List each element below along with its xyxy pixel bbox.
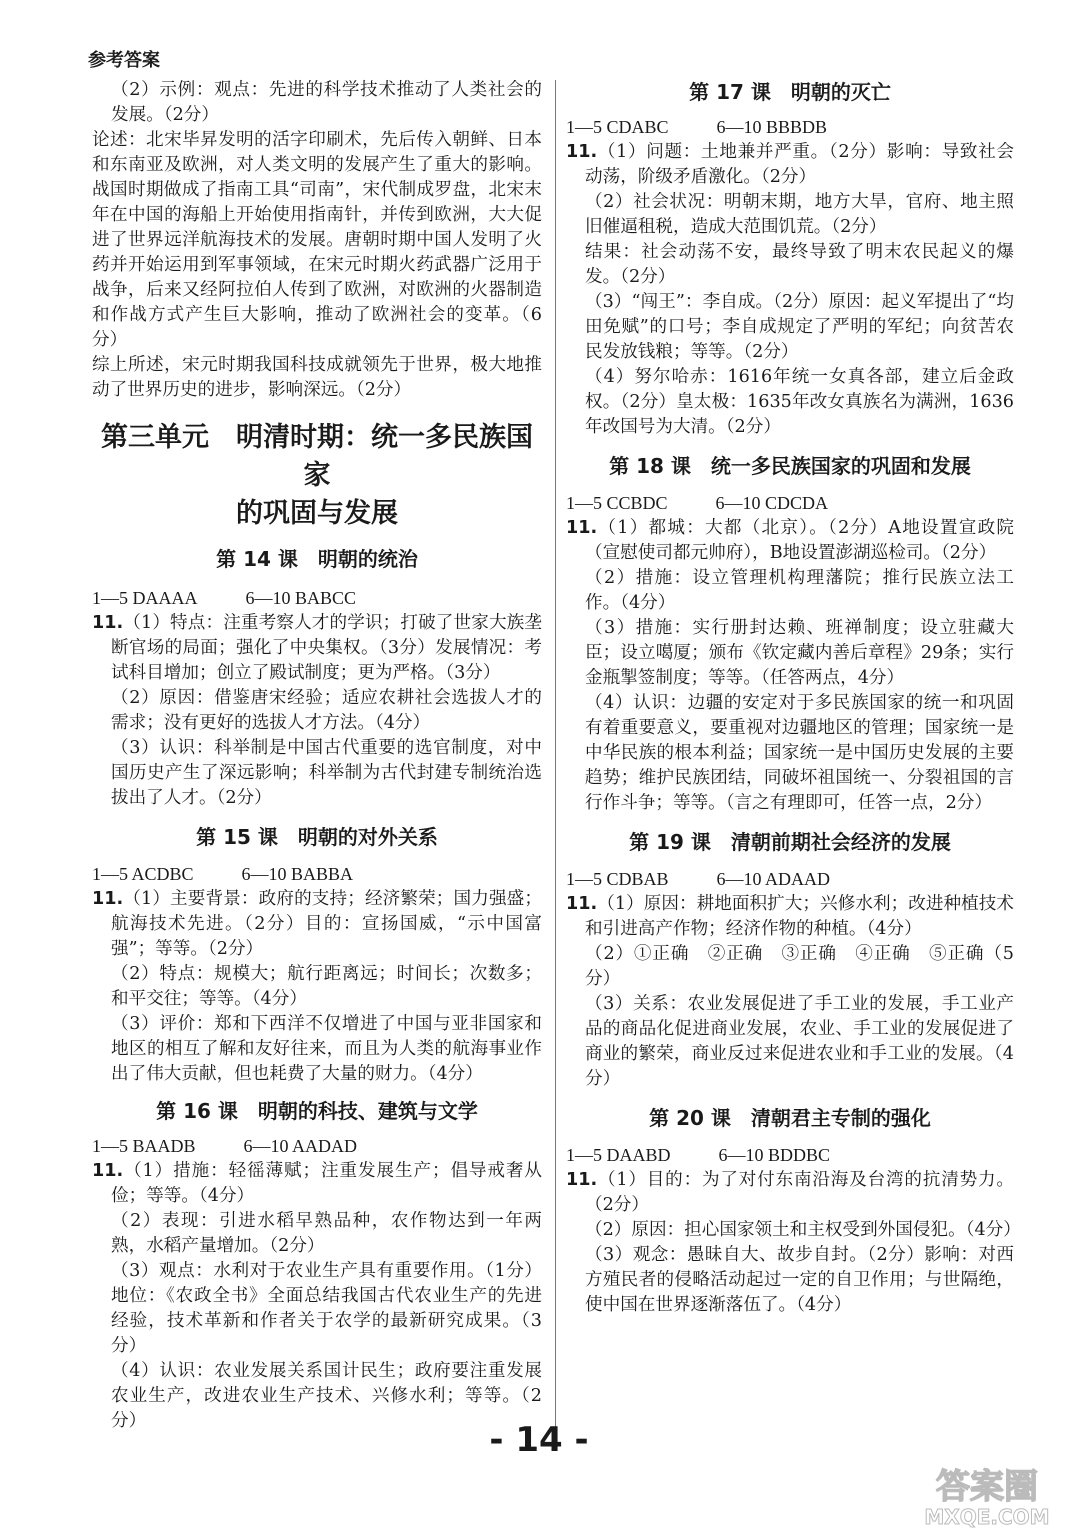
lesson-title: 第 18 课 统一多民族国家的巩固和发展: [609, 454, 971, 478]
answer-paragraph: （3）观念：愚昧自大、故步自封。（2分）影响：对西方殖民者的侵略活动起过一定的自卫作用；与世隔绝，使中国在世界逐渐落伍了。（4分）: [585, 1245, 1014, 1315]
lesson-title: 第 16 课 明朝的科技、建筑与文学: [156, 1099, 478, 1123]
lesson-title: 第 20 课 清朝君主专制的强化: [649, 1106, 931, 1130]
column-divider: [555, 80, 556, 1450]
page-number: - 14 -: [489, 1420, 589, 1460]
lesson-16: [92, 1099, 542, 1434]
answer-paragraph: 11.（1）原因：耕地面积扩大；兴修水利；改进种植技术和引进高产作物；经济作物的种植。（4分）: [566, 894, 1014, 939]
answer-paragraph: （2）原因：借鉴唐宋经验；适应农耕社会选拔人才的需求；没有更好的选拔人才方法。（4分）: [111, 688, 542, 733]
unit-title: 第三单元 明清时期：统一多民族国家 的巩固与发展: [101, 422, 533, 529]
lesson-14: [92, 547, 542, 811]
lesson-20: [566, 1106, 1021, 1318]
answer-paragraph: （3）认识：科举制是中国古代重要的选官制度，对中国历史产生了深远影响；科举制为古代封建专制统治选拔出了人才。（2分）: [111, 738, 542, 808]
answer-paragraph: （2）原因：担心国家领土和主权受到外国侵犯。（4分）: [585, 1220, 1021, 1240]
answer-paragraph: （2）①正确 ②正确 ③正确 ④正确 ⑤正确（5分）: [585, 944, 1014, 989]
answer-paragraph: 11.（1）都城：大都（北京）。（2分）A地设置宣政院（宣慰使司都元帅府），B地设置澎湖巡检司。（2分）: [566, 518, 1014, 563]
answer-paragraph: 11.（1）主要背景：政府的支持；经济繁荣；国力强盛；航海技术先进。（2分）目的：宣扬国威，“示中国富强”；等等。（2分）: [92, 889, 542, 959]
answer-paragraph: （2）表现：引进水稻早熟品种，农作物达到一年两熟，水稻产量增加。（2分）: [111, 1211, 542, 1256]
choice-answers: 1—5 CDBAB 6—10 ADAAD: [566, 869, 831, 889]
watermark-url: MXQE.COM: [924, 1505, 1050, 1528]
answer-paragraph: （4）认识：边疆的安定对于多民族国家的统一和巩固有着重要意义，要重视对边疆地区的管理；国家统一是中华民族的根本利益；国家统一是中国历史发展的主要趋势；维护民族团结，同破坏祖国统一、分裂祖国的言行作斗争；等等。（言之有理即可，任答一点，2分）: [585, 693, 1014, 813]
choice-answers: 1—5 DAAAA 6—10 BABCC: [92, 588, 357, 608]
answer-paragraph: （2）措施：设立管理机构理藩院；推行民族立法工作。（4分）: [585, 568, 1014, 613]
choice-answers: 1—5 BAADB 6—10 AADAD: [92, 1136, 358, 1156]
answer-paragraph: 11.（1）措施：轻徭薄赋；注重发展生产；倡导戒奢从俭；等等。（4分）: [92, 1161, 542, 1206]
answer-paragraph: （2）示例：观点：先进的科学技术推动了人类社会的发展。（2分）: [111, 80, 542, 125]
answer-paragraph: 11.（1）目的：为了对付东南沿海及台湾的抗清势力。（2分）: [566, 1170, 1014, 1215]
answer-paragraph: （3）评价：郑和下西洋不仅增进了中国与亚非国家和地区的相互了解和友好往来，而且为人类的航海事业作出了伟大贡献，但也耗费了大量的财力。（4分）: [111, 1014, 542, 1084]
lesson-15: [92, 825, 542, 1087]
page-header: 参考答案: [88, 50, 160, 71]
answer-paragraph: （3）措施：实行册封达赖、班禅制度；设立驻藏大臣；设立噶厦；颁布《钦定藏内善后章程》29条；实行金瓶掣签制度；等等。（任答两点，4分）: [585, 618, 1014, 688]
answer-paragraph: 结果：社会动荡不安，最终导致了明末农民起义的爆发。（2分）: [585, 242, 1014, 287]
watermark-text: 答案圈: [936, 1467, 1038, 1507]
choice-answers: 1—5 CDABC 6—10 BBBDB: [566, 117, 828, 137]
watermark-logo: [912, 1462, 1062, 1528]
answer-paragraph: 11.（1）特点：注重考察人才的学识；打破了世家大族垄断官场的局面；强化了中央集权。（3分）发展情况：考试科目增加；创立了殿试制度；更为严格。（3分）: [92, 613, 542, 683]
answer-paragraph: （4）认识：农业发展关系国计民生；政府要注重发展农业生产，改进农业生产技术、兴修水利；等等。（2分）: [111, 1361, 542, 1431]
lesson-18: [566, 454, 1014, 816]
lesson-title: 第 19 课 清朝前期社会经济的发展: [629, 830, 951, 854]
answer-paragraph: 综上所述，宋元时期我国科技成就领先于世界，极大地推动了世界历史的进步，影响深远。（2分）: [92, 355, 542, 400]
lesson-title: 第 14 课 明朝的统治: [216, 547, 418, 571]
answer-paragraph: 论述：北宋毕昇发明的活字印刷术，先后传入朝鲜、日本和东南亚及欧洲，对人类文明的发展产生了重大的影响。战国时期做成了指南工具“司南”，宋代制成罗盘，北宋末年在中国的海船上开始使用指南针，并传到欧洲，大大促进了世界远洋航海技术的发展。唐朝时期中国人发明了火药并开始运用到军事领域，在宋元时期火药武器广泛用于战争，后来又经阿拉伯人传到了欧洲，对欧洲的火器制造和作战方式产生巨大影响，推动了欧洲社会的变革。（6分）: [92, 130, 542, 350]
choice-answers: 1—5 ACDBC 6—10 BABBA: [92, 864, 354, 884]
lesson-title: 第 15 课 明朝的对外关系: [196, 825, 438, 849]
answer-paragraph: 11.（1）问题：土地兼并严重。（2分）影响：导致社会动荡，阶级矛盾激化。（2分）: [566, 142, 1014, 187]
answer-paragraph: （3）观点：水利对于农业生产具有重要作用。（1分）地位：《农政全书》全面总结我国古代农业生产的先进经验，技术革新和作者关于农学的最新研究成果。（3分）: [111, 1261, 542, 1356]
lesson-17: [566, 80, 1014, 440]
answer-paragraph: （3）“闯王”：李自成。（2分）原因：起义军提出了“均田免赋”的口号；李自成规定了严明的军纪；向贫苦农民发放钱粮；等等。（2分）: [585, 292, 1014, 362]
lesson-title: 第 17 课 明朝的灭亡: [689, 80, 891, 104]
left-column: [92, 78, 542, 1434]
answer-paragraph: （2）特点：规模大；航行距离远；时间长；次数多；和平交往；等等。（4分）: [111, 964, 542, 1009]
lesson-19: [566, 830, 1014, 1092]
answer-paragraph: （4）努尔哈赤：1616年统一女真各部，建立后金政权。（2分）皇太极：1635年改女真族名为满洲，1636年改国号为大清。（2分）: [585, 367, 1014, 437]
answer-paragraph: （2）社会状况：明朝末期，地方大旱，官府、地主照旧催逼租税，造成大范围饥荒。（2分）: [585, 192, 1014, 237]
right-column: [566, 78, 1021, 1318]
choice-answers: 1—5 CCBDC 6—10 CDCDA: [566, 493, 829, 513]
choice-answers: 1—5 DAABD 6—10 BDDBC: [566, 1145, 831, 1165]
answer-paragraph: （3）关系：农业发展促进了手工业的发展，手工业产品的商品化促进商业发展，农业、手工业的发展促进了商业的繁荣，商业反过来促进农业和手工业的发展。（4分）: [585, 994, 1014, 1089]
